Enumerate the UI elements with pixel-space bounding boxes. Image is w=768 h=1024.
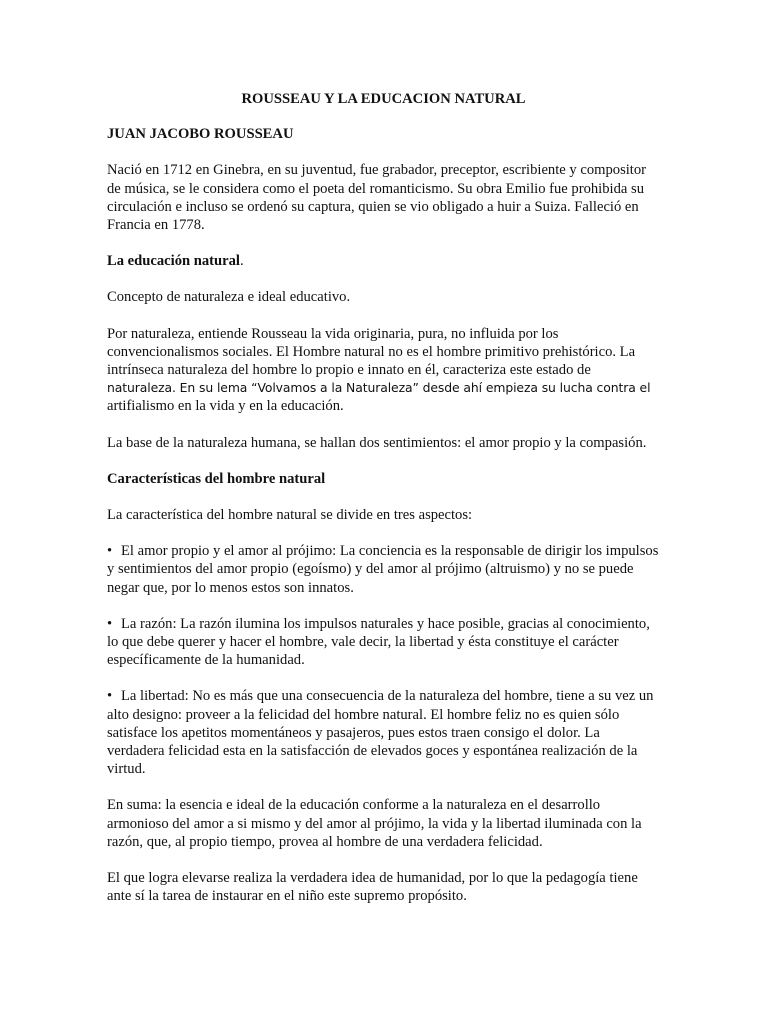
section-heading-caracteristicas: Características del hombre natural xyxy=(107,470,326,487)
summary-paragraph: En suma: la esencia e ideal de la educación conforme a la naturaleza en el desarrollo armonioso del amor a si mismo y del amor al prójimo, la vida y la libertad iluminada con la razón, que, al propio tiempo, provea al hombre de una verdadera felicidad. xyxy=(107,797,642,850)
base-paragraph: La base de la naturaleza humana, se hallan dos sentimientos: el amor propio y la compasión. xyxy=(107,434,647,451)
section-heading-period: . xyxy=(239,253,244,270)
biography-paragraph: Nació en 1712 en Ginebra, en su juventud, fue grabador, preceptor, escribiente y compositor de música, se le considera como el poeta del romanticismo. Su obra Emilio fue prohibida su circulación e incluso se ordenó su captura, quien se vio obligado a huir a Suiza. Falleció en Francia en 1778. xyxy=(107,162,647,234)
bullet-item-razon xyxy=(107,615,660,670)
bullet-marker: • xyxy=(107,615,113,632)
bullet-item-amor xyxy=(107,542,660,597)
document-title: ROUSSEAU Y LA EDUCACION NATURAL xyxy=(241,91,526,107)
section-heading-text: La educación natural xyxy=(107,253,240,270)
bullet-marker: • xyxy=(107,688,113,705)
nature-paragraph-part1: Por naturaleza, entiende Rousseau la vida originaria, pura, no influida por los convencionalismos sociales. El Hombre natural no es el hombre primitivo prehistórico. La intrínseca naturaleza del hombre lo propio e innato en él, caracteriza este estado de xyxy=(107,325,636,379)
nature-paragraph-part3: artifialismo en la vida y en la educación. xyxy=(107,398,344,415)
section-heading-educacion-natural xyxy=(107,252,660,270)
aspects-intro-paragraph: La característica del hombre natural se divide en tres aspectos: xyxy=(107,507,473,524)
bullet-text: La libertad: No es más que una consecuencia de la naturaleza del hombre, tiene a su vez un alto designo: proveer a la felicidad del hombre natural. El hombre feliz no es quien sólo satisface los apetitos momentáneos y pasajeros, pues estos traen consigo el dolor. La verdadera felicidad esta en la satisfacción de elevados goces y espontánea realización de la virtud. xyxy=(107,688,654,778)
bullet-marker: • xyxy=(107,543,113,560)
final-paragraph: El que logra elevarse realiza la verdadera idea de humanidad, por lo que la pedagogía tiene ante sí la tarea de instaurar en el niño este supremo propósito. xyxy=(107,870,638,905)
bullet-text: El amor propio y el amor al prójimo: La conciencia es la responsable de dirigir los impulsos y sentimientos del amor propio (egoísmo) y del amor al prójimo (altruismo) y no se puede negar que, por lo menos estos son innatos. xyxy=(107,543,659,596)
nature-paragraph xyxy=(107,325,660,416)
bullet-text: La razón: La razón ilumina los impulsos naturales y hace posible, gracias al conocimiento, lo que debe querer y hacer el hombre, vale decir, la libertad y ésta constituye el carácter específicamente de la humanidad. xyxy=(107,615,650,669)
nature-paragraph-part2: naturaleza. En su lema “Volvamos a la Naturaleza” desde ahí empieza su lucha contra el xyxy=(107,380,651,396)
author-heading: JUAN JACOBO ROUSSEAU xyxy=(107,126,294,143)
concept-paragraph: Concepto de naturaleza e ideal educativo. xyxy=(107,289,351,306)
bullet-item-libertad xyxy=(107,687,660,778)
